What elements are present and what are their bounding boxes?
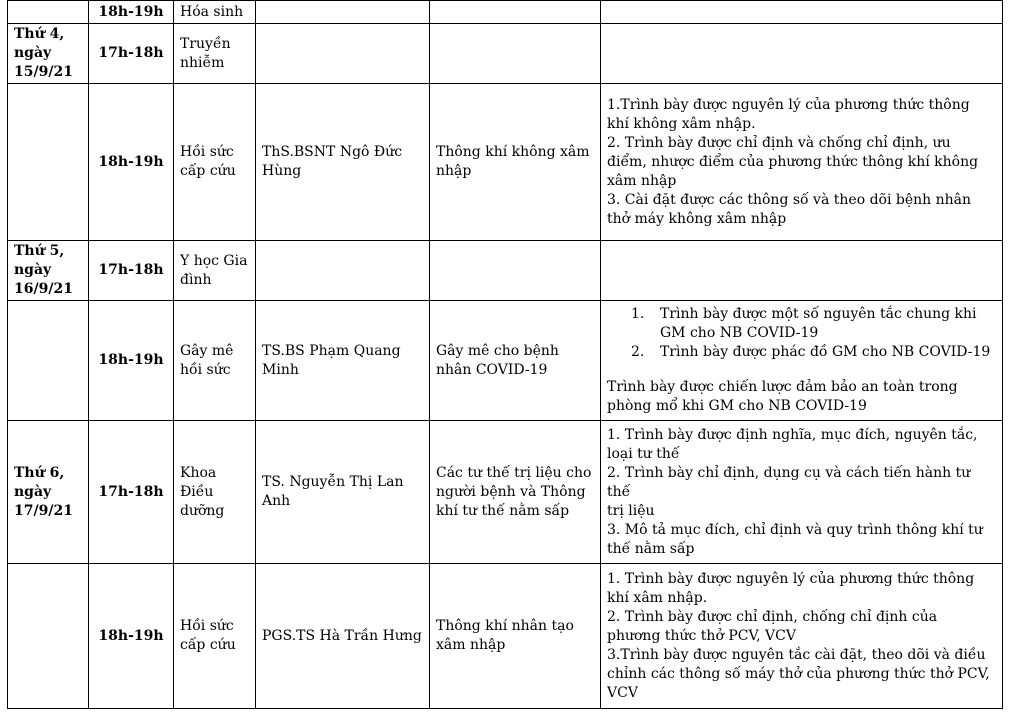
day-cell bbox=[8, 24, 89, 84]
blank-line bbox=[607, 362, 996, 378]
objectives-cell bbox=[601, 84, 1003, 241]
topic-cell-line: Thông khí không xâm bbox=[436, 144, 590, 160]
topic-cell bbox=[430, 421, 601, 564]
item-number: 2. bbox=[631, 344, 645, 360]
topic-cell bbox=[430, 1, 601, 24]
objectives-cell bbox=[601, 301, 1003, 421]
table-row bbox=[8, 241, 1003, 301]
objectives-cell-line: 3.Trình bày được nguyên tắc cài đặt, theo dõi và điều bbox=[607, 646, 986, 663]
item-text-line: Trình bày được một số nguyên tắc chung khi bbox=[660, 306, 977, 322]
lecturer-cell-line: Hùng bbox=[262, 163, 302, 179]
department-cell bbox=[174, 84, 256, 241]
department-cell-line: Y học Gia bbox=[180, 252, 248, 269]
department-cell bbox=[174, 564, 256, 709]
objectives-cell-line: chỉnh các thông số máy thở của phương thức thở PCV, bbox=[607, 665, 990, 682]
table-row bbox=[8, 564, 1003, 709]
department-cell-line: Truyền bbox=[180, 35, 231, 52]
time-cell: 18h-19h bbox=[89, 301, 174, 421]
table-row bbox=[8, 301, 1003, 421]
topic-cell-line: Gây mê cho bệnh bbox=[436, 342, 559, 359]
lecturer-cell bbox=[256, 1, 430, 24]
objectives-cell-line: trị liệu bbox=[607, 502, 655, 519]
day-cell-line: 16/9/21 bbox=[14, 281, 73, 297]
department-cell bbox=[174, 301, 256, 421]
day-cell-line: ngày bbox=[14, 45, 52, 61]
time-cell: 18h-19h bbox=[89, 1, 174, 24]
day-cell-line: ngày bbox=[14, 483, 52, 500]
objectives-cell-line: loại tư thế bbox=[607, 445, 680, 462]
department-cell bbox=[174, 24, 256, 84]
time-cell: 18h-19h bbox=[89, 564, 174, 709]
day-cell bbox=[8, 84, 89, 241]
objectives-cell-line: 1. Trình bày được định nghĩa, mục đích, nguyên tắc, bbox=[607, 426, 978, 443]
objectives-cell-line: 2. Trình bày được chỉ định và chống chỉ định, ưu bbox=[607, 134, 951, 151]
department-cell-line: nhiễm bbox=[180, 54, 225, 71]
department-cell-line: Gây mê bbox=[180, 342, 234, 359]
objectives-cell bbox=[601, 421, 1003, 564]
time-cell: 18h-19h bbox=[89, 84, 174, 241]
topic-cell-line: xâm nhập bbox=[436, 637, 506, 653]
lecturer-cell bbox=[256, 84, 430, 241]
objectives-cell-line: 3. Cài đặt được các thông số và theo dõi bệnh nhân bbox=[607, 191, 972, 208]
time-cell: 17h-18h bbox=[89, 421, 174, 564]
numbered-item bbox=[607, 305, 996, 343]
topic-cell-line: Thông khí nhân tạo bbox=[436, 618, 574, 634]
department-cell-line: Hồi sức bbox=[180, 618, 234, 634]
department-cell-line: cấp cứu bbox=[180, 163, 236, 179]
day-cell bbox=[8, 241, 89, 301]
day-cell-line: Thứ 6, bbox=[14, 464, 65, 481]
lecturer-cell-line: TS.BS Phạm Quang bbox=[262, 342, 401, 359]
day-cell-line: 17/9/21 bbox=[14, 502, 73, 519]
objectives-cell-line: xâm nhập bbox=[607, 172, 677, 189]
time-cell: 17h-18h bbox=[89, 24, 174, 84]
objectives-cell-line: phòng mổ khi GM cho NB COVID-19 bbox=[607, 398, 867, 414]
topic-cell-line: khí tư thế nằm sấp bbox=[436, 502, 570, 519]
item-text bbox=[660, 343, 996, 362]
topic-cell-line: nhập bbox=[436, 163, 472, 179]
department-cell-line: đình bbox=[180, 271, 212, 288]
lecturer-cell bbox=[256, 301, 430, 421]
objectives-cell-line: 1. Trình bày được nguyên lý của phương thức thông bbox=[607, 570, 975, 587]
department-cell bbox=[174, 1, 256, 24]
lecturer-cell bbox=[256, 421, 430, 564]
lecturer-cell-line: TS. Nguyễn Thị Lan bbox=[262, 474, 404, 490]
topic-cell bbox=[430, 564, 601, 709]
objectives-cell-line: 1.Trình bày được nguyên lý của phương thức thông bbox=[607, 96, 970, 113]
topic-cell bbox=[430, 84, 601, 241]
department-cell-line: dưỡng bbox=[180, 502, 225, 519]
item-text-line: Trình bày được phác đồ GM cho NB COVID-19 bbox=[660, 344, 991, 360]
topic-cell bbox=[430, 24, 601, 84]
objectives-cell-line: phương thức thở PCV, VCV bbox=[607, 627, 796, 644]
table-row bbox=[8, 84, 1003, 241]
topic-cell bbox=[430, 241, 601, 301]
department-cell-line: Hồi sức bbox=[180, 144, 234, 160]
lecturer-cell bbox=[256, 24, 430, 84]
day-cell-line: Thứ 4, bbox=[14, 26, 65, 42]
day-cell-line: ngày bbox=[14, 262, 52, 278]
department-cell-line: Hóa sinh bbox=[180, 3, 244, 20]
lecturer-cell-line: ThS.BSNT Ngô Đức bbox=[262, 144, 403, 160]
objectives-cell bbox=[601, 1, 1003, 24]
day-cell bbox=[8, 421, 89, 564]
time-cell: 17h-18h bbox=[89, 241, 174, 301]
department-cell bbox=[174, 421, 256, 564]
department-cell-line: hồi sức bbox=[180, 361, 231, 378]
objectives-cell bbox=[601, 24, 1003, 84]
lecturer-cell-line: Minh bbox=[262, 361, 299, 378]
objectives-cell-line: VCV bbox=[607, 684, 638, 701]
topic-cell-line: người bệnh và Thông bbox=[436, 483, 586, 500]
objectives-cell-line: điểm, nhược điểm của phương thức thông khí không bbox=[607, 153, 979, 170]
objectives-cell-line: Trình bày được chiến lược đảm bảo an toàn trong bbox=[607, 379, 958, 395]
objectives-cell-line: thở máy không xâm nhập bbox=[607, 210, 787, 227]
department-cell-line: Khoa bbox=[180, 464, 217, 481]
department-cell bbox=[174, 241, 256, 301]
lecturer-cell bbox=[256, 241, 430, 301]
day-cell-line: Thứ 5, bbox=[14, 243, 65, 259]
day-cell-line: 15/9/21 bbox=[14, 64, 73, 80]
schedule-table bbox=[7, 0, 1003, 709]
objectives-cell-line: 2. Trình bày chỉ định, dụng cụ và cách tiến hành tư thế bbox=[607, 464, 971, 500]
objectives-cell-line: thế nằm sấp bbox=[607, 540, 695, 557]
topic-cell-line: nhân COVID-19 bbox=[436, 361, 548, 378]
lecturer-cell-line: Anh bbox=[262, 493, 291, 509]
numbered-item bbox=[607, 343, 996, 362]
table-row bbox=[8, 421, 1003, 564]
lecturer-cell bbox=[256, 564, 430, 709]
topic-cell bbox=[430, 301, 601, 421]
objectives-cell bbox=[601, 564, 1003, 709]
objectives-cell-line: 2. Trình bày được chỉ định, chống chỉ định của bbox=[607, 608, 938, 625]
day-cell bbox=[8, 1, 89, 24]
topic-cell-line: Các tư thế trị liệu cho bbox=[436, 464, 592, 481]
objectives-cell bbox=[601, 241, 1003, 301]
item-text bbox=[660, 305, 996, 343]
lecturer-cell-line: PGS.TS Hà Trần Hưng bbox=[262, 627, 422, 644]
objectives-cell-line: khí không xâm nhập. bbox=[607, 115, 756, 132]
objectives-cell-line: khí xâm nhập. bbox=[607, 589, 708, 606]
schedule-body bbox=[8, 1, 1003, 709]
department-cell-line: cấp cứu bbox=[180, 637, 236, 653]
day-cell bbox=[8, 564, 89, 709]
department-cell-line: Điều bbox=[180, 483, 214, 500]
table-row bbox=[8, 24, 1003, 84]
table-row bbox=[8, 1, 1003, 24]
objectives-cell-line: 3. Mô tả mục đích, chỉ định và quy trình thông khí tư bbox=[607, 521, 983, 538]
item-number: 1. bbox=[631, 306, 645, 322]
day-cell bbox=[8, 301, 89, 421]
item-text-line: GM cho NB COVID-19 bbox=[660, 325, 819, 341]
